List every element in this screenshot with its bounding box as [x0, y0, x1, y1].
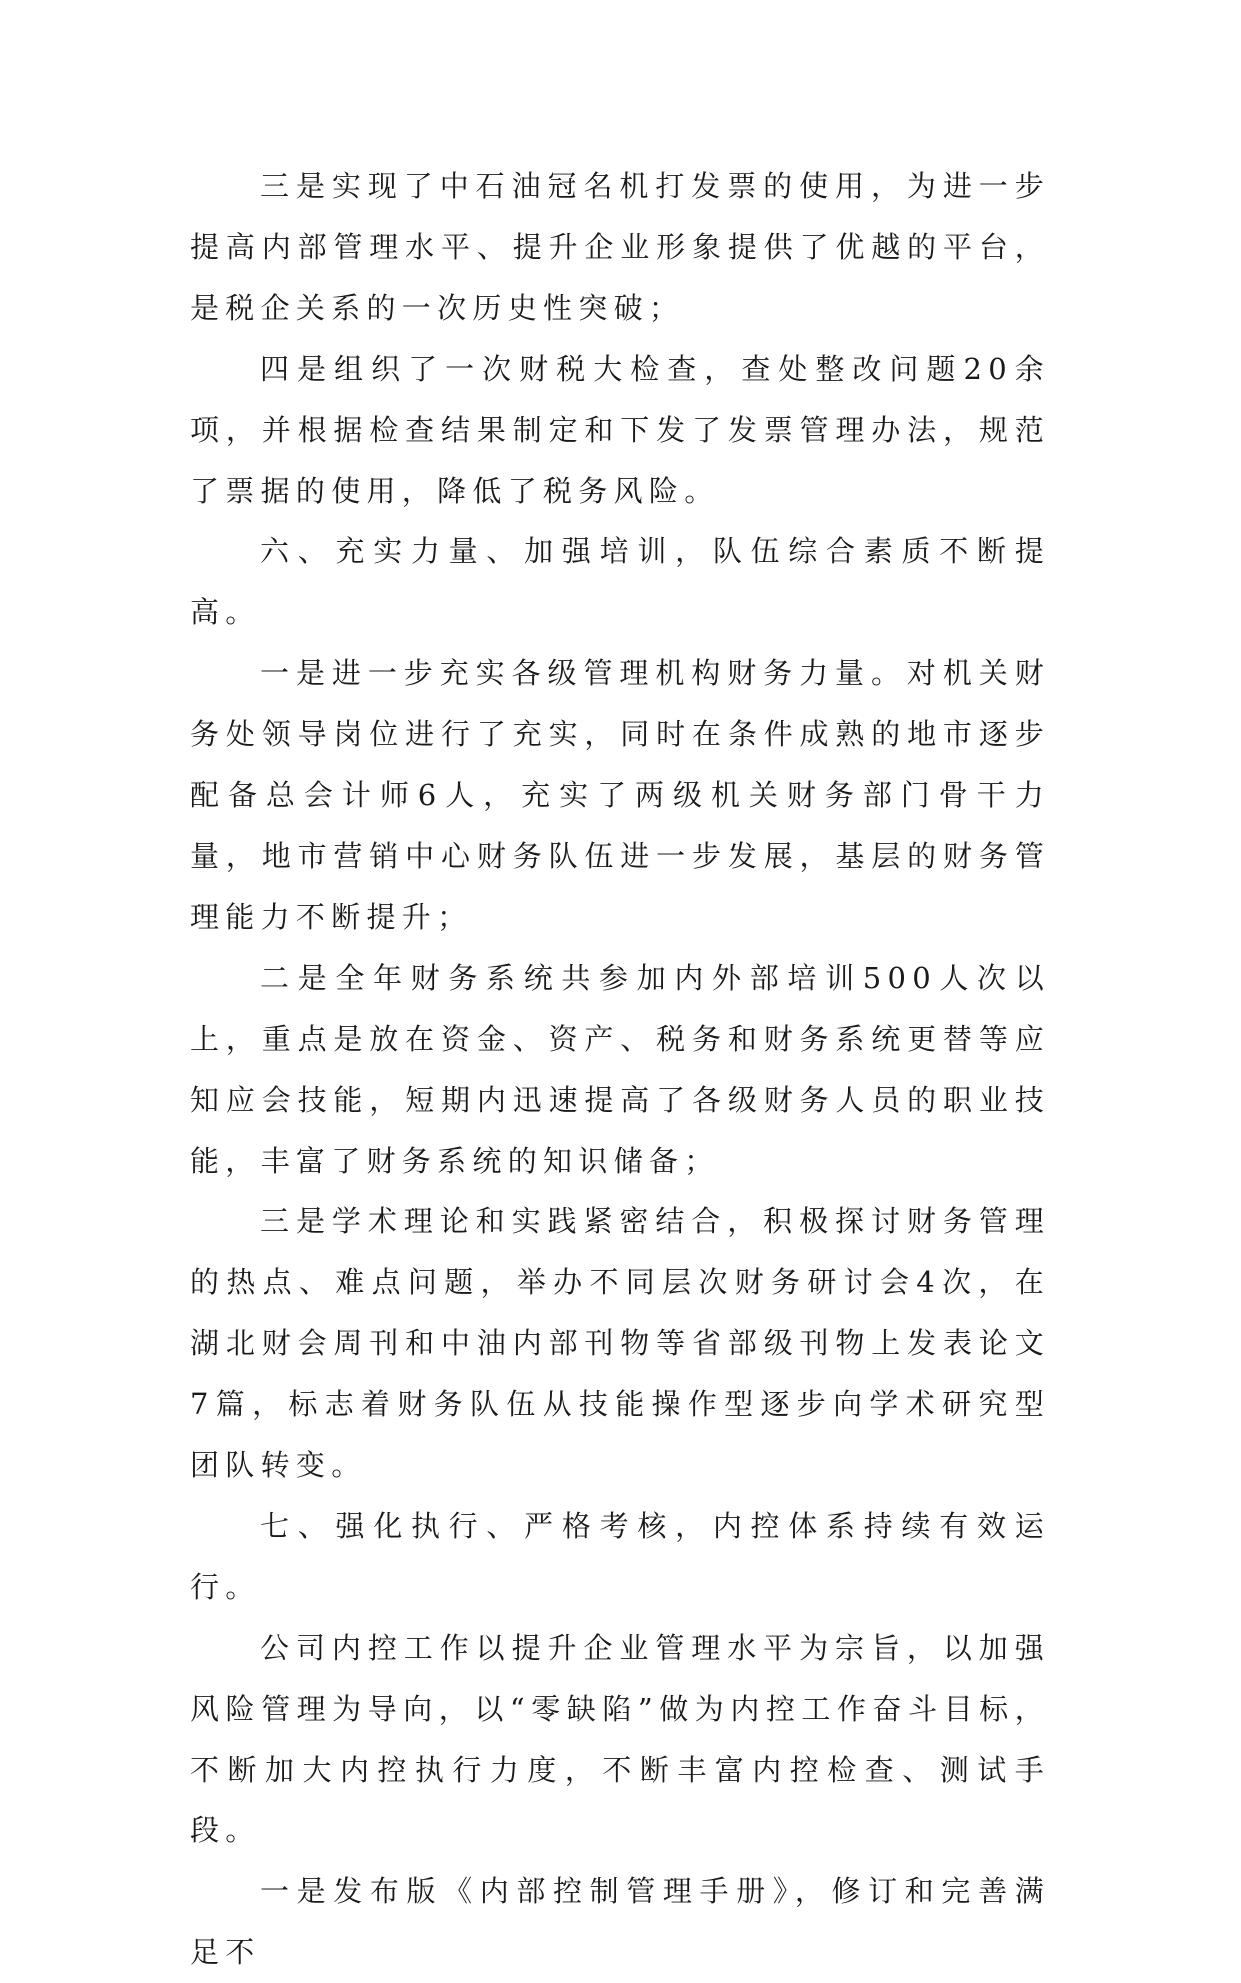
section-heading-team-strength: 六、充实力量、加强培训，队伍综合素质不断提高。: [190, 534, 1050, 630]
paragraph-invoice-platform: 三是实现了中石油冠名机打发票的使用，为进一步提高内部管理水平、提升企业形象提供了优越的平台，是税企关系的一次历史性突破；: [190, 169, 1050, 325]
paragraph-internal-control-goals: 公司内控工作以提升企业管理水平为宗旨，以加强风险管理为导向，以“零缺陷”做为内控工作奋斗目标，不断加大内控执行力度，不断丰富内控检查、测试手段。: [190, 1630, 1050, 1848]
document-body: [190, 156, 1050, 1983]
paragraph-staffing: 一是进一步充实各级管理机构财务力量。对机关财务处领导岗位进行了充实，同时在条件成熟的地市逐步配备总会计师6人，充实了两级机关财务部门骨干力量，地市营销中心财务队伍进一步发展，基层的财务管理能力不断提升；: [190, 656, 1050, 934]
paragraph-research: 三是学术理论和实践紧密结合，积极探讨财务管理的热点、难点问题，举办不同层次财务研讨会4次，在湖北财会周刊和中油内部刊物等省部级刊物上发表论文7篇，标志着财务队伍从技能操作型逐步向学术研究型团队转变。: [190, 1204, 1050, 1483]
paragraph-training: 二是全年财务系统共参加内外部培训500人次以上，重点是放在资金、资产、税务和财务系统更替等应知应会技能，短期内迅速提高了各级财务人员的职业技能，丰富了财务系统的知识储备；: [190, 960, 1050, 1178]
section-heading-internal-control: 七、强化执行、严格考核，内控体系持续有效运行。: [190, 1508, 1050, 1604]
paragraph-control-manual: 一是发布版《内部控制管理手册》，修订和完善满足不: [190, 1874, 1050, 1970]
paragraph-tax-inspection: 四是组织了一次财税大检查，查处整改问题20余项，并根据检查结果制定和下发了发票管理办法，规范了票据的使用，降低了税务风险。: [190, 351, 1050, 508]
